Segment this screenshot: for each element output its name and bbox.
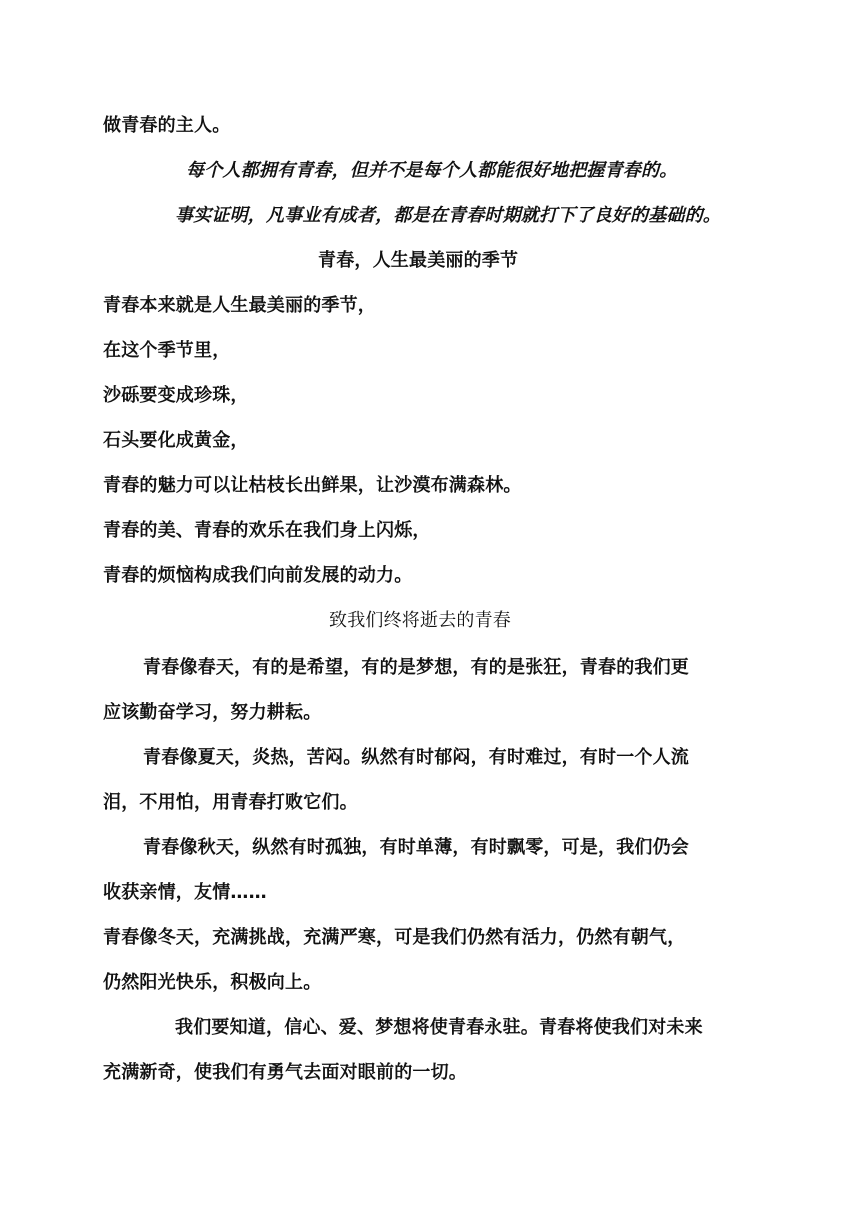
paragraph-line: 泪，不用怕，用青春打败它们。 xyxy=(103,792,358,813)
paragraph-line: 应该勤奋学习，努力耕耘。 xyxy=(103,702,322,723)
paragraph-line: 青春像春天，有的是希望，有的是梦想，有的是张狂，青春的我们更 xyxy=(143,657,689,678)
section-title-2: 致我们终将逝去的青春 xyxy=(329,610,511,631)
paragraph-line: 青春像秋天，纵然有时孤独，有时单薄，有时飘零，可是，我们仍会 xyxy=(143,837,689,858)
paragraph-line: 青春像夏天，炎热，苦闷。纵然有时郁闷，有时难过，有时一个人流 xyxy=(143,747,689,768)
quote-line-2: 事实证明，凡事业有成者，都是在青春时期就打下了良好的基础的。 xyxy=(175,205,721,226)
poem-line: 青春的魅力可以让枯枝长出鲜果，让沙漠布满森林。 xyxy=(103,475,522,496)
poem-line: 沙砾要变成珍珠， xyxy=(103,385,249,406)
paragraph-line: 充满新奇，使我们有勇气去面对眼前的一切。 xyxy=(103,1062,467,1083)
poem-line: 青春本来就是人生最美丽的季节， xyxy=(103,295,376,316)
poem-line: 在这个季节里， xyxy=(103,340,231,361)
opening-line: 做青春的主人。 xyxy=(103,115,231,136)
section-title-1: 青春，人生最美丽的季节 xyxy=(318,250,519,271)
poem-line: 石头要化成黄金， xyxy=(103,430,249,451)
poem-line: 青春的烦恼构成我们向前发展的动力。 xyxy=(103,565,413,586)
paragraph-line: 我们要知道，信心、爱、梦想将使青春永驻。青春将使我们对未来 xyxy=(175,1017,703,1038)
paragraph-line: 青春像冬天，充满挑战，充满严寒，可是我们仍然有活力，仍然有朝气， xyxy=(103,927,686,948)
quote-line-1: 每个人都拥有青春，但并不是每个人都能很好地把握青春的。 xyxy=(186,160,678,181)
poem-line: 青春的美、青春的欢乐在我们身上闪烁， xyxy=(103,520,431,541)
paragraph-line: 收获亲情，友情…… xyxy=(103,882,267,903)
paragraph-line: 仍然阳光快乐，积极向上。 xyxy=(103,972,322,993)
